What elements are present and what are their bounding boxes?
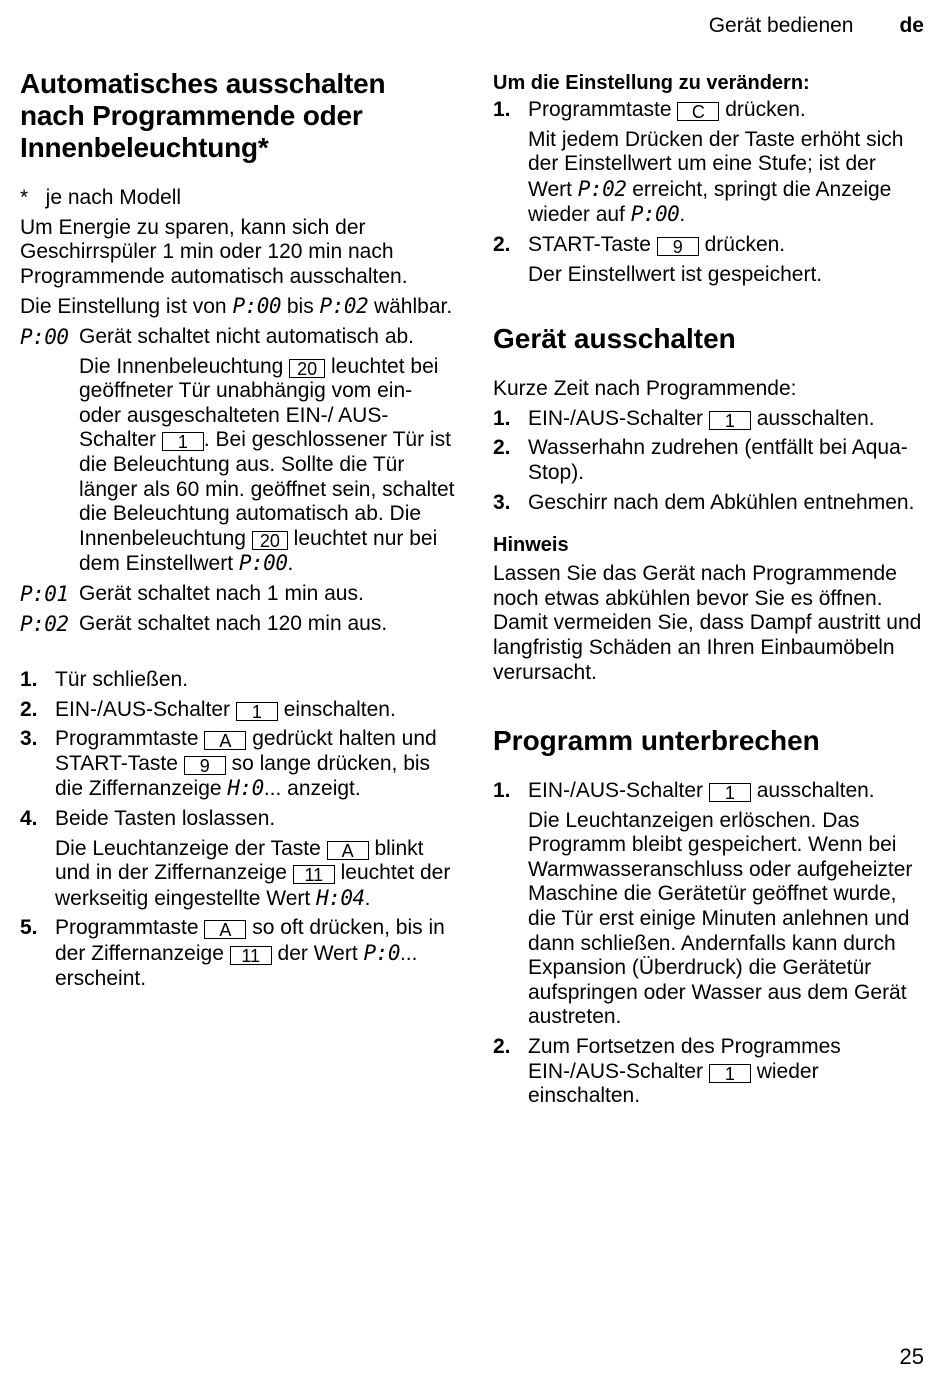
list-item: 1. Programmtaste C drücken. Mit jedem Drücken der Taste erhöht sich der Einstellwert um eine Stufe; ist der Wert P:02 erreicht, springt die Anzeige wieder auf P:00. xyxy=(493,98,904,227)
option-p02 xyxy=(20,612,455,637)
list-item: 2. Zum Fortsetzen des Programmes EIN-/AUS-Schalter 1 wieder einschalten. xyxy=(493,1035,841,1108)
note-heading: Hinweis xyxy=(493,534,569,557)
key-a: A xyxy=(204,731,246,750)
interrupt-steps-list xyxy=(493,779,923,1109)
list-item: 5. Programmtaste A so oft drücken, bis in der Ziffernanzeige 11 der Wert P:0... erscheint. xyxy=(20,916,445,990)
key-1: 1 xyxy=(709,783,751,802)
section-heading-auto-off: Automatisches ausschalten nach Programmende oder Innenbeleuchtung* xyxy=(20,68,386,163)
key-1: 1 xyxy=(709,411,751,430)
code-p00: P:00 xyxy=(630,202,680,227)
key-9: 9 xyxy=(184,756,226,775)
range-text: Die Einstellung ist von P:00 bis P:02 wählbar. xyxy=(20,294,453,319)
section-title: Gerät bedienen xyxy=(708,14,854,37)
option-code: P:02 xyxy=(20,611,69,636)
list-item: 3. Geschirr nach dem Abkühlen entnehmen. xyxy=(493,490,915,514)
left-column xyxy=(20,68,455,991)
code-p02: P:02 xyxy=(577,176,627,201)
option-p01 xyxy=(20,582,455,607)
code-p00: P:00 xyxy=(232,294,282,319)
section-heading-power-off: Gerät ausschalten xyxy=(493,323,736,355)
key-1: 1 xyxy=(709,1064,751,1083)
note-text: Lassen Sie das Gerät nach Programmende noch etwas abkühlen bevor Sie es öffnen. Damit vermeiden Sie, dass Dampf austritt und langfristig Schäden an Ihren Einbaumöbeln verursacht. xyxy=(493,562,922,684)
key-a: A xyxy=(204,920,246,939)
page-header xyxy=(709,14,924,38)
list-item: 2. START-Taste 9 drücken. Der Einstellwert ist gespeichert. xyxy=(493,232,823,286)
list-item: 2. Wasserhahn zudrehen (entfällt bei Aqua-Stop). xyxy=(493,436,908,484)
intro-text: Um Energie zu sparen, kann sich der Geschirrspüler 1 min oder 120 min nach Programmende automatisch ausschalten. xyxy=(20,215,408,288)
key-1: 1 xyxy=(162,432,204,451)
subheading-change-setting: Um die Einstellung zu verändern: xyxy=(493,72,810,94)
language-code: de xyxy=(899,14,924,37)
power-off-intro: Kurze Zeit nach Programmende: xyxy=(493,377,797,401)
code-h04: H:04 xyxy=(316,885,365,910)
option-text: Gerät schaltet nach 1 min aus. xyxy=(79,581,364,605)
code-p0: P:0 xyxy=(363,941,400,966)
key-20: 20 xyxy=(252,531,288,550)
section-heading-interrupt: Programm unterbrechen xyxy=(493,725,820,757)
footnote: * je nach Modell xyxy=(20,186,182,209)
key-1: 1 xyxy=(236,702,278,721)
list-item: 1. EIN-/AUS-Schalter 1 ausschalten. xyxy=(493,406,875,431)
code-p02: P:02 xyxy=(319,294,369,319)
option-code: P:00 xyxy=(20,324,69,349)
option-description: Die Innenbeleuchtung 20 leuchtet bei geöffneter Tür unabhängig vom ein- oder ausgeschalteten EIN-/ AUS-Schalter 1 . Bei geschlossener Tür ist die Beleuchtung aus. Sollte die Tür länger als 60 min. geöffnet sein, schaltet die Beleuchtung automatisch ab. Die Innenbeleuchtung 20 leuchtet nur bei dem Einstellwert P:00. xyxy=(79,354,455,576)
steps-list xyxy=(20,668,455,991)
code-h0: H:0 xyxy=(227,776,264,801)
right-column xyxy=(493,71,923,1109)
key-20: 20 xyxy=(289,359,325,378)
power-off-steps-list xyxy=(493,407,923,515)
key-11: 11 xyxy=(230,946,272,965)
list-item: 1. Tür schließen. xyxy=(20,668,189,692)
option-text: Gerät schaltet nicht automatisch ab. xyxy=(79,324,415,348)
key-11: 11 xyxy=(293,865,335,884)
key-c: C xyxy=(677,102,719,121)
option-text: Gerät schaltet nach 120 min aus. xyxy=(79,611,388,635)
change-steps-list xyxy=(493,98,923,287)
list-item: 4. Beide Tasten loslassen. Die Leuchtanzeige der Taste A blinkt und in der Ziffernanzeige 11 leuchtet der werkseitig eingestellte Wert H:04. xyxy=(20,807,451,910)
list-item: 2. EIN-/AUS-Schalter 1 einschalten. xyxy=(20,697,396,722)
key-9: 9 xyxy=(657,237,699,256)
list-item: 1. EIN-/AUS-Schalter 1 ausschalten. Die Leuchtanzeigen erlöschen. Das Programm bleibt gespeichert. Wenn bei Warmwasseranschluss oder aufgeheizter Maschine die Gerätetür geöffnet wurde, die Tür erst einige Minuten anlehnen und dann schließen. Andernfalls kann durch Expansion (Überdruck) die Gerätetür aufspringen oder Wasser aus dem Gerät austreten. xyxy=(493,779,913,1029)
list-item: 3. Programmtaste A gedrückt halten und START-Taste 9 so lange drücken, bis die Ziffernanzeige H:0... anzeigt. xyxy=(20,727,437,801)
key-a: A xyxy=(327,841,369,860)
option-p00 xyxy=(20,325,455,577)
option-code: P:01 xyxy=(20,581,69,606)
page-number: 25 xyxy=(899,1344,924,1369)
